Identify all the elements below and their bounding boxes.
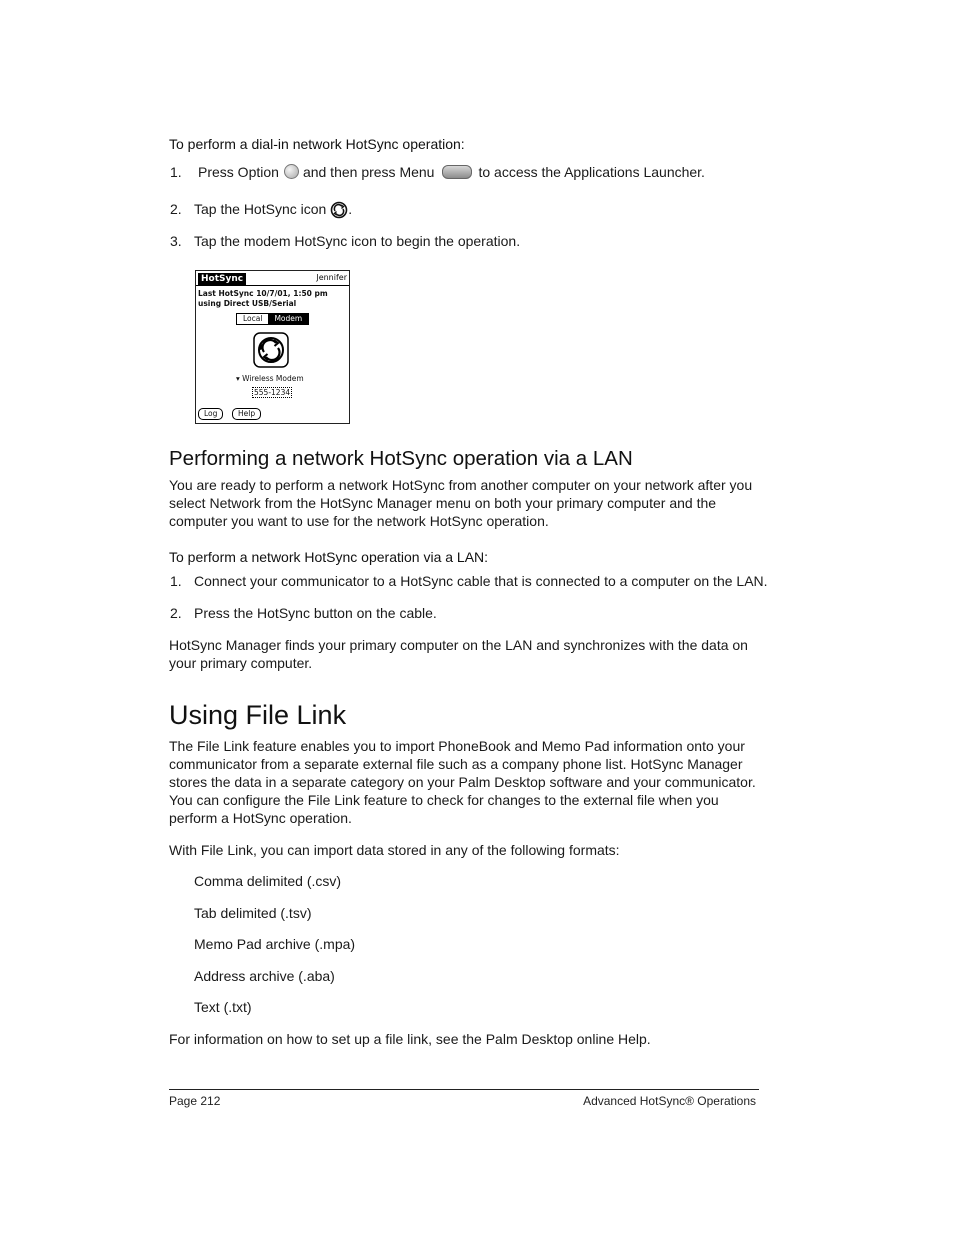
format-item: Tab delimited (.tsv) xyxy=(194,905,312,921)
menu-button-icon xyxy=(442,165,472,179)
step-number: 2. xyxy=(170,201,182,217)
step-text-part: and then press Menu xyxy=(302,164,435,180)
palm-user-name: Jennifer xyxy=(316,273,347,282)
hotsync-screen-screenshot xyxy=(195,270,350,424)
procedure-title-lan: To perform a network HotSync operation via a LAN: xyxy=(169,549,489,565)
palm-tab-local: Local xyxy=(243,314,263,323)
palm-help-button: Help xyxy=(232,408,261,420)
closing-paragraph: For information on how to set up a file link, see the Palm Desktop online Help. xyxy=(169,1031,651,1047)
format-item: Text (.txt) xyxy=(194,999,252,1015)
paragraph-line: your primary computer. xyxy=(169,655,313,671)
step-number: 1. xyxy=(170,164,182,180)
step-text: Connect your communicator to a HotSync cable that is connected to a computer on the LAN. xyxy=(194,573,768,589)
step-text-part: Press Option xyxy=(198,164,279,180)
procedure-title-dial-in: To perform a dial-in network HotSync operation: xyxy=(169,136,465,152)
section-heading-file-link: Using File Link xyxy=(169,700,347,730)
step-text xyxy=(198,163,705,181)
option-button-icon xyxy=(284,164,299,179)
palm-last-line: Last HotSync 10/7/01, 1:50 pm xyxy=(198,289,328,298)
format-item: Memo Pad archive (.mpa) xyxy=(194,936,356,952)
step-text-part: Tap the HotSync icon xyxy=(194,201,327,217)
dropdown-triangle-icon: ▾ xyxy=(236,374,240,383)
palm-modem-label: Wireless Modem xyxy=(242,374,304,383)
paragraph-line: You can configure the File Link feature to check for changes to the external file when you xyxy=(169,792,719,808)
step-text xyxy=(194,200,352,219)
palm-modem-picker xyxy=(236,374,304,384)
formats-intro: With File Link, you can import data stored in any of the following formats: xyxy=(169,842,620,858)
footer-rule xyxy=(169,1089,759,1090)
step-number: 2. xyxy=(170,605,182,621)
step-text: Tap the modem HotSync icon to begin the operation. xyxy=(194,233,521,249)
paragraph-line: The File Link feature enables you to import PhoneBook and Memo Pad information onto your xyxy=(169,738,745,754)
palm-tab-bar xyxy=(236,313,309,325)
paragraph-line: stores the data in a separate category on your Palm Desktop software and your communicator. xyxy=(169,774,756,790)
paragraph-line: select Network from the HotSync Manager menu on both your primary computer and the xyxy=(169,495,717,511)
paragraph-line: HotSync Manager finds your primary computer on the LAN and synchronizes with the data on xyxy=(169,637,748,653)
step-text-part: . xyxy=(348,201,353,217)
lan-outro-paragraph xyxy=(169,636,748,672)
section-heading-lan: Performing a network HotSync operation via a LAN xyxy=(169,447,633,470)
format-item: Address archive (.aba) xyxy=(194,968,335,984)
palm-last-line: using Direct USB/Serial xyxy=(198,299,297,308)
page-number: Page 212 xyxy=(169,1094,221,1108)
palm-phone-field: 555-1234 xyxy=(254,388,291,397)
palm-log-button: Log xyxy=(198,408,223,420)
palm-app-title: HotSync xyxy=(198,273,246,286)
hotsync-icon xyxy=(330,201,348,219)
paragraph-line: communicator from a separate external file such as a company phone list. HotSync Manager xyxy=(169,756,743,772)
step-number: 1. xyxy=(170,573,182,589)
chapter-title: Advanced HotSync® Operations xyxy=(583,1094,756,1108)
step-text-part: to access the Applications Launcher. xyxy=(478,164,705,180)
step-text: Press the HotSync button on the cable. xyxy=(194,605,437,621)
palm-last-sync xyxy=(198,289,328,309)
modem-hotsync-icon xyxy=(253,332,289,368)
format-item: Comma delimited (.csv) xyxy=(194,873,342,889)
paragraph-line: perform a HotSync operation. xyxy=(169,810,352,826)
lan-intro-paragraph xyxy=(169,476,752,530)
palm-title-rule xyxy=(196,285,349,286)
paragraph-line: You are ready to perform a network HotSync from another computer on your network after you xyxy=(169,477,753,493)
file-link-intro-paragraph xyxy=(169,737,756,827)
palm-tab-modem: Modem xyxy=(268,314,308,324)
step-number: 3. xyxy=(170,233,182,249)
paragraph-line: computer you want to use for the network HotSync operation. xyxy=(169,513,549,529)
